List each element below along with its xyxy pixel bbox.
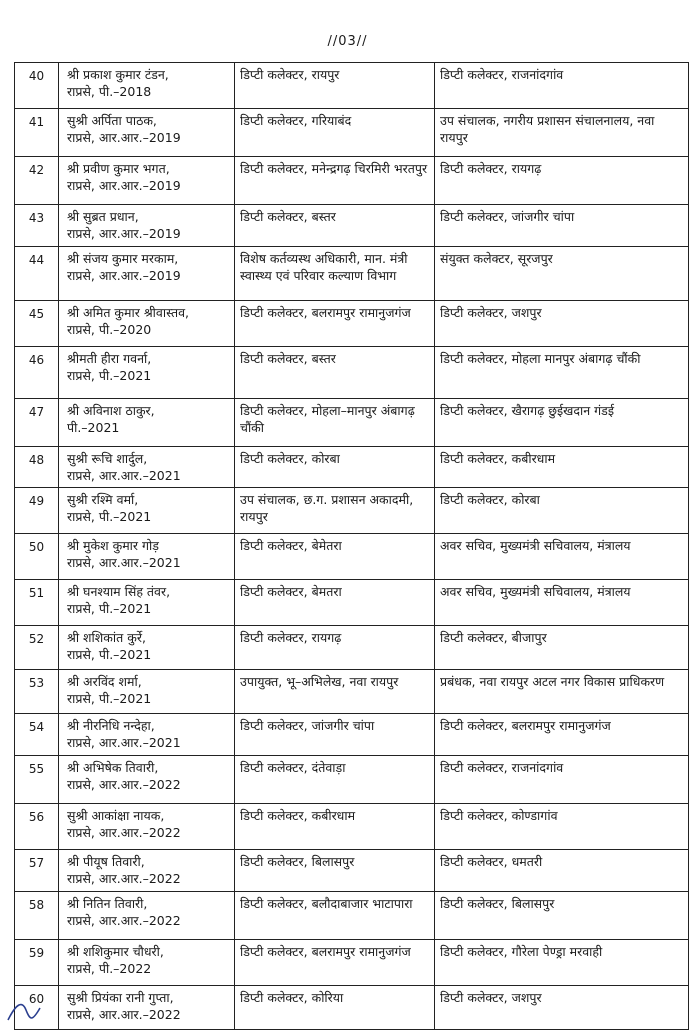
officer-cell: [59, 109, 235, 157]
officer-cell: [59, 670, 235, 714]
serial-number: 47: [15, 399, 59, 447]
new-posting: डिप्टी कलेक्टर, कोण्डागांव: [435, 804, 689, 850]
table-body: [15, 63, 689, 1030]
new-posting: डिप्टी कलेक्टर, कोरबा: [435, 488, 689, 534]
officer-cell: [59, 804, 235, 850]
serial-number: 45: [15, 301, 59, 347]
officer-cell: [59, 892, 235, 940]
current-posting: डिप्टी कलेक्टर, बस्तर: [235, 205, 435, 247]
serial-number: 51: [15, 580, 59, 626]
officer-name: श्री पीयूष तिवारी,: [67, 854, 145, 869]
transfer-table: [14, 62, 689, 1030]
current-posting: डिप्टी कलेक्टर, बिलासपुर: [235, 850, 435, 892]
current-posting: डिप्टी कलेक्टर, दंतेवाड़ा: [235, 756, 435, 804]
new-posting: उप संचालक, नगरीय प्रशासन संचालनालय, नवा रायपुर: [435, 109, 689, 157]
officer-cell: [59, 301, 235, 347]
new-posting: डिप्टी कलेक्टर, बीजापुर: [435, 626, 689, 670]
officer-service-batch: राप्रसे, आर.आर.–2022: [67, 871, 181, 886]
officer-name: श्री संजय कुमार मरकाम,: [67, 251, 179, 266]
new-posting: डिप्टी कलेक्टर, जशपुर: [435, 301, 689, 347]
current-posting: उपायुक्त, भू–अभिलेख, नवा रायपुर: [235, 670, 435, 714]
new-posting: डिप्टी कलेक्टर, रायगढ़: [435, 157, 689, 205]
table-row: [15, 626, 689, 670]
new-posting: अवर सचिव, मुख्यमंत्री सचिवालय, मंत्रालय: [435, 580, 689, 626]
new-posting: प्रबंधक, नवा रायपुर अटल नगर विकास प्राधिकरण: [435, 670, 689, 714]
current-posting: डिप्टी कलेक्टर, बेमतरा: [235, 580, 435, 626]
current-posting: डिप्टी कलेक्टर, गरियाबंद: [235, 109, 435, 157]
serial-number: 44: [15, 247, 59, 301]
new-posting: डिप्टी कलेक्टर, जांजगीर चांपा: [435, 205, 689, 247]
current-posting: डिप्टी कलेक्टर, बलौदाबाजार भाटापारा: [235, 892, 435, 940]
officer-service-batch: राप्रसे, पी.–2021: [67, 368, 152, 383]
officer-service-batch: राप्रसे, आर.आर.–2019: [67, 178, 181, 193]
table-row: [15, 447, 689, 488]
current-posting: डिप्टी कलेक्टर, जांजगीर चांपा: [235, 714, 435, 756]
current-posting: डिप्टी कलेक्टर, कोरबा: [235, 447, 435, 488]
table-row: [15, 399, 689, 447]
current-posting: डिप्टी कलेक्टर, बलरामपुर रामानुजगंज: [235, 940, 435, 986]
table-row: [15, 940, 689, 986]
new-posting: अवर सचिव, मुख्यमंत्री सचिवालय, मंत्रालय: [435, 534, 689, 580]
officer-name: सुश्री आकांक्षा नायक,: [67, 808, 165, 823]
officer-service-batch: राप्रसे, पी.–2021: [67, 601, 152, 616]
serial-number: 42: [15, 157, 59, 205]
officer-service-batch: राप्रसे, पी.–2021: [67, 509, 152, 524]
officer-cell: [59, 534, 235, 580]
new-posting: डिप्टी कलेक्टर, खैरागढ़ छुईखदान गंडई: [435, 399, 689, 447]
current-posting: डिप्टी कलेक्टर, रायगढ़: [235, 626, 435, 670]
table-row: [15, 347, 689, 399]
signature-mark: [2, 996, 62, 1024]
table-row: [15, 301, 689, 347]
current-posting: डिप्टी कलेक्टर, बेमेतरा: [235, 534, 435, 580]
officer-name: श्री अमित कुमार श्रीवास्तव,: [67, 305, 190, 320]
new-posting: डिप्टी कलेक्टर, बिलासपुर: [435, 892, 689, 940]
officer-cell: [59, 756, 235, 804]
officer-service-batch: राप्रसे, आर.आर.–2019: [67, 226, 181, 241]
serial-number: 57: [15, 850, 59, 892]
officer-service-batch: राप्रसे, आर.आर.–2022: [67, 777, 181, 792]
new-posting: डिप्टी कलेक्टर, कबीरधाम: [435, 447, 689, 488]
officer-service-batch: राप्रसे, आर.आर.–2022: [67, 825, 181, 840]
new-posting: डिप्टी कलेक्टर, मोहला मानपुर अंबागढ़ चौंकी: [435, 347, 689, 399]
officer-name: सुश्री रश्मि वर्मा,: [67, 492, 139, 507]
officer-service-batch: राप्रसे, पी.–2018: [67, 84, 152, 99]
serial-number: 46: [15, 347, 59, 399]
table-row: [15, 157, 689, 205]
current-posting: उप संचालक, छ.ग. प्रशासन अकादमी, रायपुर: [235, 488, 435, 534]
officer-name: श्री घनश्याम सिंह तंवर,: [67, 584, 171, 599]
current-posting: डिप्टी कलेक्टर, कोरिया: [235, 986, 435, 1030]
table-row: [15, 756, 689, 804]
table-row: [15, 986, 689, 1030]
table-row: [15, 804, 689, 850]
serial-number: 52: [15, 626, 59, 670]
officer-service-batch: राप्रसे, आर.आर.–2019: [67, 268, 181, 283]
table-row: [15, 488, 689, 534]
officer-cell: [59, 940, 235, 986]
officer-service-batch: राप्रसे, आर.आर.–2019: [67, 130, 181, 145]
officer-cell: [59, 488, 235, 534]
officer-cell: [59, 580, 235, 626]
officer-service-batch: राप्रसे, पी.–2020: [67, 322, 152, 337]
current-posting: डिप्टी कलेक्टर, मनेन्द्रगढ़ चिरमिरी भरतपुर: [235, 157, 435, 205]
current-posting: विशेष कर्तव्यस्थ अधिकारी, मान. मंत्री स्वास्थ्य एवं परिवार कल्याण विभाग: [235, 247, 435, 301]
officer-cell: [59, 247, 235, 301]
current-posting: डिप्टी कलेक्टर, बस्तर: [235, 347, 435, 399]
table-row: [15, 205, 689, 247]
serial-number: 53: [15, 670, 59, 714]
officer-service-batch: राप्रसे, पी.–2022: [67, 961, 152, 976]
serial-number: 55: [15, 756, 59, 804]
serial-number: 54: [15, 714, 59, 756]
table-row: [15, 534, 689, 580]
officer-service-batch: राप्रसे, पी.–2021: [67, 647, 152, 662]
new-posting: डिप्टी कलेक्टर, राजनांदगांव: [435, 756, 689, 804]
officer-cell: [59, 986, 235, 1030]
officer-name: श्री प्रवीण कुमार भगत,: [67, 161, 170, 176]
table-row: [15, 247, 689, 301]
officer-service-batch: राप्रसे, आर.आर.–2021: [67, 555, 181, 570]
officer-name: श्री अविनाश ठाकुर,: [67, 403, 155, 418]
officer-cell: [59, 626, 235, 670]
officer-name: श्री अरविंद शर्मा,: [67, 674, 142, 689]
officer-service-batch: राप्रसे, आर.आर.–2022: [67, 1007, 181, 1022]
table-row: [15, 670, 689, 714]
officer-name: श्री शशिकुमार चौधरी,: [67, 944, 164, 959]
officer-name: श्री नीरनिधि नन्देहा,: [67, 718, 155, 733]
officer-name: श्री मुकेश कुमार गोड़: [67, 538, 159, 553]
officer-cell: [59, 347, 235, 399]
officer-name: सुश्री रूचि शार्दुल,: [67, 451, 148, 466]
new-posting: डिप्टी कलेक्टर, जशपुर: [435, 986, 689, 1030]
table-row: [15, 892, 689, 940]
officer-cell: [59, 205, 235, 247]
officer-service-batch: राप्रसे, आर.आर.–2022: [67, 913, 181, 928]
new-posting: डिप्टी कलेक्टर, राजनांदगांव: [435, 63, 689, 109]
current-posting: डिप्टी कलेक्टर, मोहला–मानपुर अंबागढ़ चौंकी: [235, 399, 435, 447]
serial-number: 41: [15, 109, 59, 157]
table-row: [15, 714, 689, 756]
serial-number: 50: [15, 534, 59, 580]
officer-cell: [59, 447, 235, 488]
officer-service-batch: पी.–2021: [67, 420, 120, 435]
officer-name: श्री शशिकांत कुर्रे,: [67, 630, 146, 645]
new-posting: डिप्टी कलेक्टर, धमतरी: [435, 850, 689, 892]
current-posting: डिप्टी कलेक्टर, कबीरधाम: [235, 804, 435, 850]
table-row: [15, 109, 689, 157]
new-posting: संयुक्त कलेक्टर, सूरजपुर: [435, 247, 689, 301]
serial-number: 60: [15, 986, 59, 1030]
page-number: //03//: [327, 34, 368, 49]
officer-name: श्री सुब्रत प्रधान,: [67, 209, 139, 224]
new-posting: डिप्टी कलेक्टर, बलरामपुर रामानुजगंज: [435, 714, 689, 756]
officer-cell: [59, 714, 235, 756]
officer-name: श्री प्रकाश कुमार टंडन,: [67, 67, 169, 82]
officer-service-batch: राप्रसे, आर.आर.–2021: [67, 735, 181, 750]
serial-number: 40: [15, 63, 59, 109]
new-posting: डिप्टी कलेक्टर, गौरेला पेण्ड्रा मरवाही: [435, 940, 689, 986]
table-row: [15, 580, 689, 626]
officer-name: श्री अभिषेक तिवारी,: [67, 760, 159, 775]
serial-number: 59: [15, 940, 59, 986]
officer-name: श्रीमती हीरा गवर्ना,: [67, 351, 152, 366]
serial-number: 56: [15, 804, 59, 850]
officer-name: श्री नितिन तिवारी,: [67, 896, 148, 911]
table-row: [15, 63, 689, 109]
officer-service-batch: राप्रसे, आर.आर.–2021: [67, 468, 181, 483]
officer-name: सुश्री अर्पिता पाठक,: [67, 113, 157, 128]
officer-service-batch: राप्रसे, पी.–2021: [67, 691, 152, 706]
serial-number: 58: [15, 892, 59, 940]
serial-number: 48: [15, 447, 59, 488]
current-posting: डिप्टी कलेक्टर, रायपुर: [235, 63, 435, 109]
officer-cell: [59, 399, 235, 447]
officer-cell: [59, 850, 235, 892]
current-posting: डिप्टी कलेक्टर, बलरामपुर रामानुजगंज: [235, 301, 435, 347]
officer-cell: [59, 63, 235, 109]
officer-cell: [59, 157, 235, 205]
serial-number: 43: [15, 205, 59, 247]
table-row: [15, 850, 689, 892]
officer-name: सुश्री प्रियंका रानी गुप्ता,: [67, 990, 174, 1005]
serial-number: 49: [15, 488, 59, 534]
